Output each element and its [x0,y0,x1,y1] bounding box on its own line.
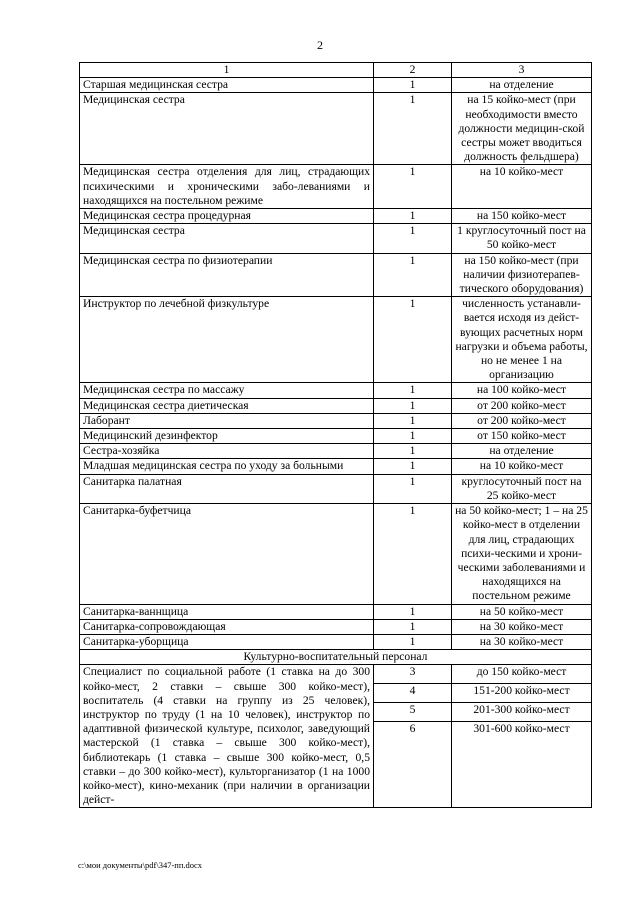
norm-cell: на 10 койко-мест [452,165,592,209]
table-row [80,444,592,459]
cultural-row [80,665,592,684]
table-row [80,459,592,474]
position-cell: Медицинская сестра диетическая [80,398,374,413]
norm-cell: на отделение [452,78,592,93]
norm-cell: от 150 койко-мест [452,429,592,444]
table-row [80,383,592,398]
norm-cell: на 30 койко-мест [452,619,592,634]
section-title: Культурно-воспитательный персонал [80,650,592,665]
count-cell: 1 [374,165,452,209]
position-cell: Сестра-хозяйка [80,444,374,459]
position-cell: Санитарка-ваннщица [80,604,374,619]
count-cell: 1 [374,444,452,459]
norm-cell: 301-600 койко-мест [452,722,592,808]
count-cell: 1 [374,604,452,619]
table-row [80,224,592,253]
table-row [80,93,592,165]
count-cell: 1 [374,504,452,604]
position-cell: Медицинский дезинфектор [80,429,374,444]
count-cell: 1 [374,619,452,634]
norm-cell: от 200 койко-мест [452,398,592,413]
norm-cell: на 15 койко-мест (при необходимости вместо должности медицин-ской сестры может вводиться должность фельдшера) [452,93,592,165]
norm-cell: 1 круглосуточный пост на 50 койко-мест [452,224,592,253]
position-cell: Санитарка палатная [80,474,374,503]
position-cell: Медицинская сестра [80,93,374,165]
table-row [80,209,592,224]
count-cell: 1 [374,398,452,413]
count-cell: 1 [374,429,452,444]
table-row [80,253,592,297]
count-cell: 1 [374,634,452,649]
count-cell: 1 [374,209,452,224]
norm-cell: численность устанавли-вается исходя из дейст-вующих расчетных норм нагрузки и объема работы, но не менее 1 на организацию [452,297,592,383]
norm-cell: на 10 койко-мест [452,459,592,474]
file-path-footer: c:\мои документы\pdf\347-пп.docx [78,860,203,870]
cultural-staff-description: Специалист по социальной работе (1 ставка на до 300 койко-мест, 2 ставки – свыше 300 койко-мест), воспитатель (4 ставки на группу из 25 человек), инструктор по труду (1 на 10 человек), инструктор по адаптивной физической культуре, психолог, заведующий мастерской (1 ставка – свыше 300 койко-мест), библиотекарь (1 ставка – свыше 300 койко-мест, 0,5 ставки – до 300 койко-мест), культорганизатор (1 на 1000 койко-мест), кино-механик (при наличии в организации дейст- [80,665,374,808]
table-row [80,413,592,428]
position-cell: Медицинская сестра по массажу [80,383,374,398]
table-row [80,165,592,209]
header-col-3: 3 [452,63,592,78]
norm-cell: от 200 койко-мест [452,413,592,428]
table-row [80,474,592,503]
table-row [80,429,592,444]
count-cell: 1 [374,413,452,428]
count-cell: 1 [374,253,452,297]
staffing-table [79,62,592,808]
table-row [80,604,592,619]
count-cell: 1 [374,297,452,383]
norm-cell: до 150 койко-мест [452,665,592,684]
table-row [80,619,592,634]
count-cell: 1 [374,474,452,503]
norm-cell: 151-200 койко-мест [452,684,592,703]
count-cell: 1 [374,78,452,93]
position-cell: Старшая медицинская сестра [80,78,374,93]
count-cell: 4 [374,684,452,703]
table-row [80,78,592,93]
position-cell: Инструктор по лечебной физкультуре [80,297,374,383]
count-cell: 1 [374,224,452,253]
position-cell: Лаборант [80,413,374,428]
header-col-1: 1 [80,63,374,78]
table-row [80,504,592,604]
norm-cell: на 50 койко-мест [452,604,592,619]
norm-cell: на 150 койко-мест (при наличии физиотерапев-тического оборудования) [452,253,592,297]
position-cell: Медицинская сестра отделения для лиц, страдающих психическими и хроническими забо-леваниями и находящихся на постельном режиме [80,165,374,209]
count-cell: 6 [374,722,452,808]
section-header-row [80,650,592,665]
norm-cell: на отделение [452,444,592,459]
count-cell: 1 [374,93,452,165]
norm-cell: на 50 койко-мест; 1 – на 25 койко-мест в отделении для лиц, страдающих психи-ческими и хрони-ческими заболеваниями и находящихся на постельном режиме [452,504,592,604]
page-number: 2 [317,38,323,52]
norm-cell: на 150 койко-мест [452,209,592,224]
count-cell: 1 [374,383,452,398]
table-row [80,634,592,649]
table-row [80,297,592,383]
position-cell: Санитарка-уборщица [80,634,374,649]
position-cell: Медицинская сестра по физиотерапии [80,253,374,297]
table-row [80,398,592,413]
norm-cell: на 100 койко-мест [452,383,592,398]
count-cell: 3 [374,665,452,684]
position-cell: Медицинская сестра процедурная [80,209,374,224]
position-cell: Медицинская сестра [80,224,374,253]
norm-cell: круглосуточный пост на 25 койко-мест [452,474,592,503]
count-cell: 5 [374,703,452,722]
table-header-row [80,63,592,78]
norm-cell: 201-300 койко-мест [452,703,592,722]
norm-cell: на 30 койко-мест [452,634,592,649]
header-col-2: 2 [374,63,452,78]
position-cell: Санитарка-буфетчица [80,504,374,604]
count-cell: 1 [374,459,452,474]
position-cell: Санитарка-сопровождающая [80,619,374,634]
position-cell: Младшая медицинская сестра по уходу за больными [80,459,374,474]
